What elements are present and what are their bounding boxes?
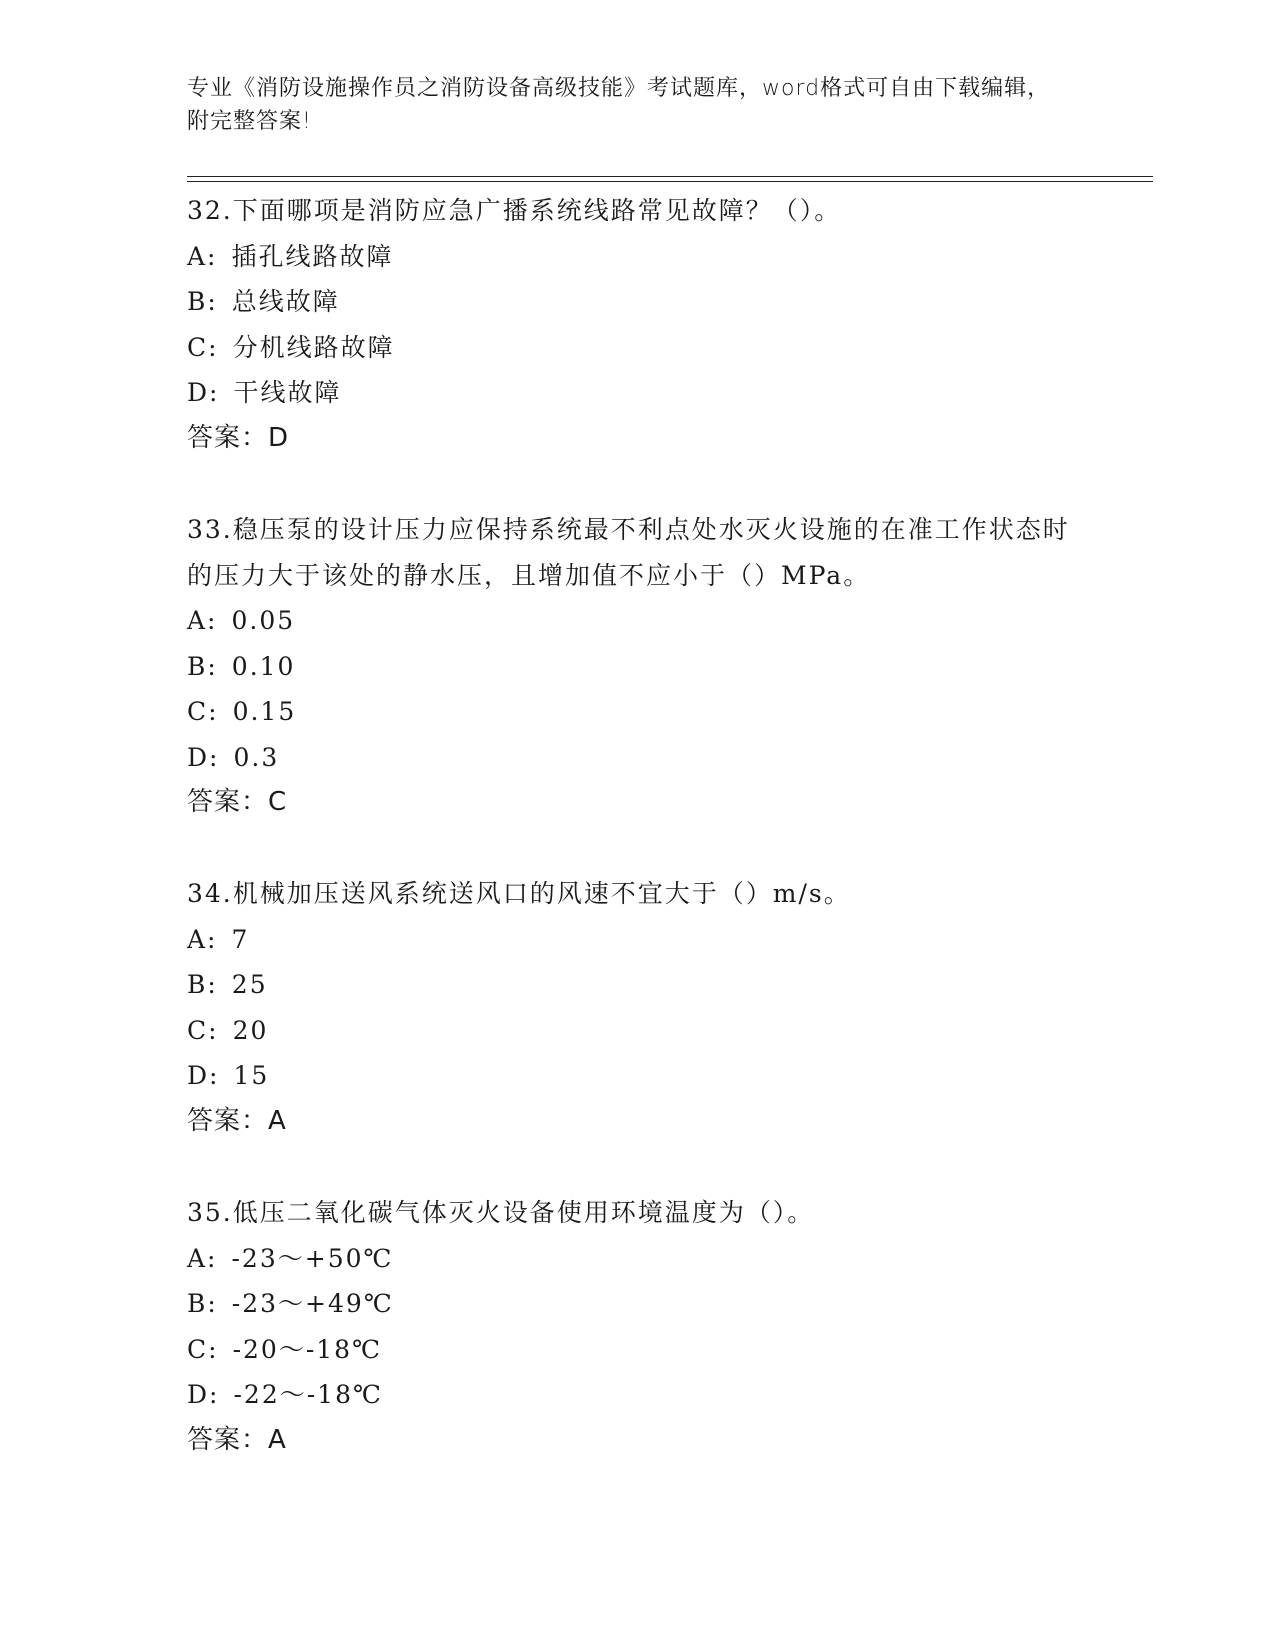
option-b [187, 1281, 1087, 1327]
option-text: 0.3 [233, 742, 280, 772]
option-text: 总线故障 [231, 287, 340, 316]
option-d [187, 370, 1087, 416]
option-text: -23～+49℃ [231, 1289, 394, 1318]
answer-line: 答案：D [187, 422, 290, 453]
option-letter: A: [187, 241, 218, 271]
option-letter: C: [187, 697, 219, 726]
answer-line: 答案：A [187, 1105, 287, 1136]
option-letter: B: [187, 970, 218, 999]
option-c [187, 1008, 1087, 1054]
question-32 [187, 188, 1087, 461]
document-header: 专业《消防设施操作员之消防设备高级技能》考试题库，word格式可自由下载编辑，附完整答案! [187, 76, 1051, 134]
question-stem: 34.机械加压送风系统送风口的风速不宜大于（）m/s。 [187, 879, 851, 908]
option-text: 25 [231, 970, 268, 999]
question-35 [187, 1190, 1087, 1463]
question-stem: 33.稳压泵的设计压力应保持系统最不利点处水灭火设施的在准工作状态时的压力大于该处的静水压，且增加值不应小于（）MPa。 [187, 515, 1070, 590]
option-a [187, 1236, 1087, 1282]
option-a [187, 234, 1087, 280]
option-d [187, 1372, 1087, 1418]
option-letter: B: [187, 1289, 218, 1318]
answer-line: 答案：A [187, 1424, 287, 1455]
option-letter: D: [187, 1380, 220, 1409]
option-letter: A: [187, 606, 218, 635]
option-text: 0.05 [231, 606, 296, 635]
option-b [187, 644, 1087, 690]
option-letter: B: [187, 287, 218, 316]
option-b [187, 962, 1087, 1008]
option-text: 干线故障 [233, 378, 342, 407]
option-c [187, 1327, 1087, 1373]
option-a [187, 598, 1087, 644]
option-c [187, 325, 1087, 371]
answer-line: 答案：C [187, 787, 288, 817]
header-divider-top [187, 176, 1153, 177]
option-letter: D: [187, 742, 220, 772]
option-letter: D: [187, 378, 220, 407]
question-stem: 32.下面哪项是消防应急广播系统线路常见故障？（）。 [187, 196, 842, 225]
option-c [187, 689, 1087, 735]
option-letter: C: [187, 332, 219, 362]
option-letter: C: [187, 1334, 219, 1364]
option-letter: C: [187, 1015, 219, 1045]
question-34 [187, 871, 1087, 1144]
option-b [187, 279, 1087, 325]
option-text: -20～-18℃ [232, 1334, 383, 1364]
option-text: 20 [232, 1015, 269, 1045]
option-text: 插孔线路故障 [231, 241, 394, 271]
option-letter: A: [187, 1243, 218, 1273]
option-text: -23～+50℃ [231, 1243, 394, 1273]
option-text: 0.15 [232, 697, 297, 726]
option-letter: B: [187, 651, 218, 681]
option-d [187, 735, 1087, 781]
header-divider-bottom [187, 181, 1153, 182]
option-a [187, 917, 1087, 963]
option-letter: A: [187, 924, 218, 954]
option-d [187, 1053, 1087, 1099]
option-letter: D: [187, 1061, 220, 1090]
option-text: 15 [233, 1061, 270, 1090]
question-33 [187, 507, 1087, 826]
option-text: 7 [231, 924, 250, 954]
option-text: 0.10 [231, 651, 296, 681]
question-stem: 35.低压二氧化碳气体灭火设备使用环境温度为（）。 [187, 1198, 815, 1227]
option-text: 分机线路故障 [232, 332, 395, 362]
option-text: -22～-18℃ [233, 1380, 383, 1409]
